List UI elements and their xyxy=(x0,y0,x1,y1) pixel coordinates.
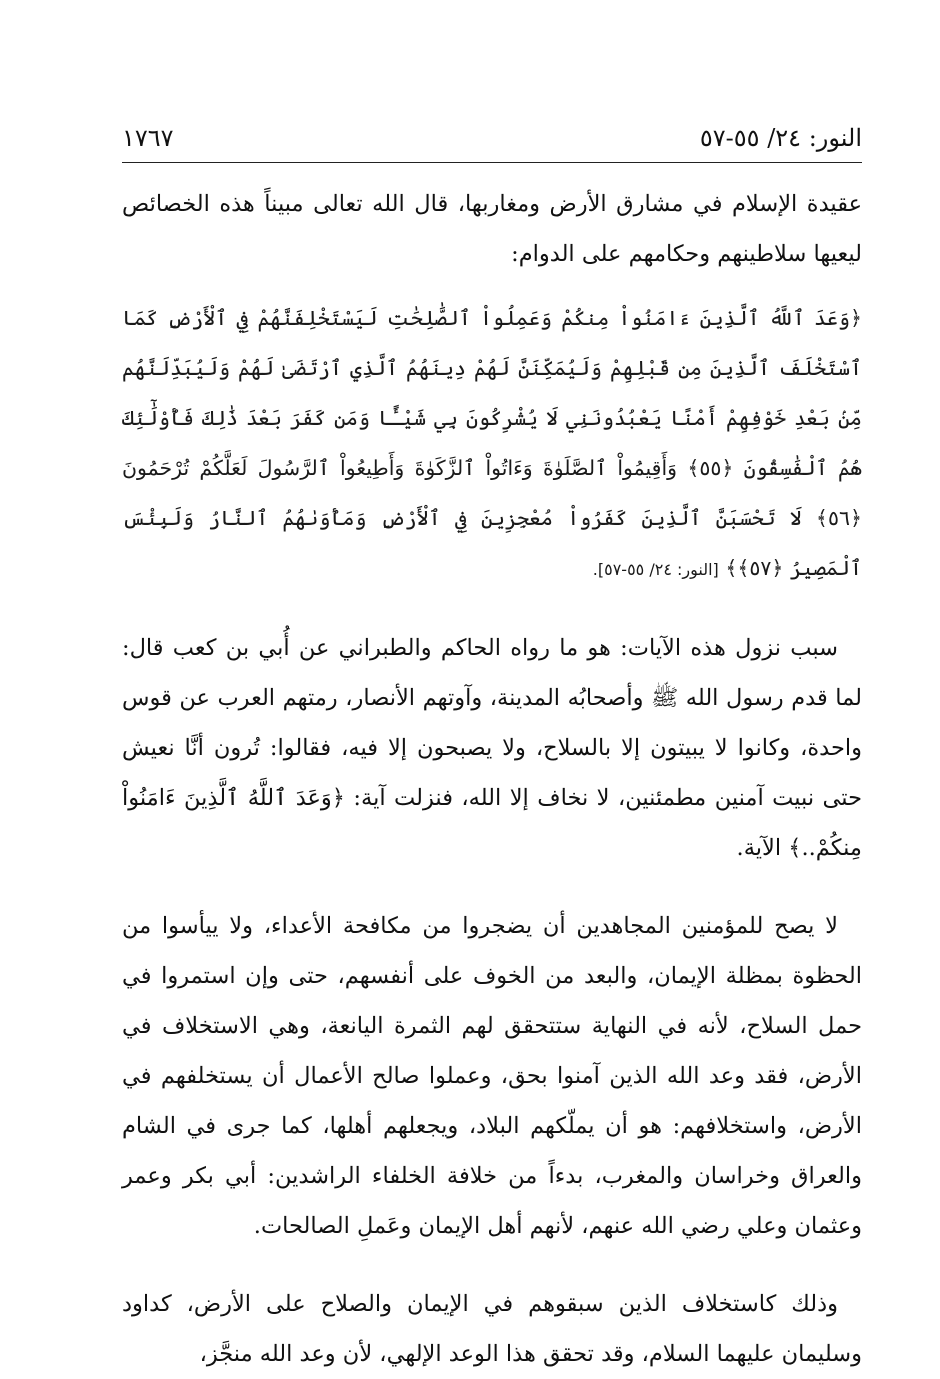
page-header xyxy=(122,118,862,163)
asbab-paragraph: سبب نزول هذه الآيات: هو ما رواه الحاكم والطبراني عن أُبي بن كعب قال: لما قدم رسول الله ﷺ وأصحابُه المدينة، وآوتهم الأنصار، رمتهم العرب عن قوس واحدة، وكانوا لا يبيتون إلا بالسلاح، ولا يصبحون إلا فيه، فقالوا: تُرون أنَّا نعيش حتى نبيت آمنين مطمئنين، لا نخاف إلا الله، فنزلت آية: ﴿وَعَدَ ٱللَّهُ ٱلَّذِينَ ءَامَنُواْ مِنكُمْ..﴾ الآية. xyxy=(122,635,862,861)
verses-text: ﴿وَعَدَ ٱللَّهُ ٱلَّذِينَ ءَامَنُواْ مِنكُمْ وَعَمِلُواْ ٱلصَّٰلِحَٰتِ لَيَسْتَخْلِفَنَّهُمْ فِي ٱلْأَرْضِ كَمَا ٱسْتَخْلَفَ ٱلَّذِينَ مِن قَبْلِهِمْ وَلَيُمَكِّنَنَّ لَهُمْ دِينَهُمُ ٱلَّذِي ٱرْتَضَىٰ لَهُمْ وَلَيُبَدِّلَنَّهُم مِّنۢ بَعْدِ خَوْفِهِمْ أَمْنًا يَعْبُدُونَنِي لَا يُشْرِكُونَ بِي شَيْـًٔا وَمَن كَفَرَ بَعْدَ ذَٰلِكَ فَأُوْلَٰٓئِكَ هُمُ ٱلْفَٰسِقُونَ ﴿٥٥﴾ وَأَقِيمُواْ ٱلصَّلَوٰةَ وَءَاتُواْ ٱلزَّكَوٰةَ وَأَطِيعُواْ ٱلرَّسُولَ لَعَلَّكُمْ تُرْحَمُونَ ﴿٥٦﴾ لَا تَحْسَبَنَّ ٱلَّذِينَ كَفَرُواْ مُعْجِزِينَ فِي ٱلْأَرْضِ وَمَأْوَىٰهُمُ ٱلنَّارُ وَلَبِئْسَ ٱلْمَصِيرُ ﴿٥٧﴾﴾ xyxy=(122,306,862,580)
tafsir-paragraph-2: وذلك كاستخلاف الذين سبقوهم في الإيمان والصلاح على الأرض، كداود وسليمان عليهما السلام، وقد تحقق هذا الوعد الإلهي، لأن وعد الله منجَّز، xyxy=(122,1291,862,1367)
intro-paragraph: عقيدة الإسلام في مشارق الأرض ومغاربها، قال الله تعالى مبيناً هذه الخصائص ليعيها سلاطينهم وحكامهم على الدوام: xyxy=(122,191,862,267)
surah-reference: النور: ٢٤/ ٥٥-٥٧ xyxy=(699,124,862,152)
page-number: ١٧٦٧ xyxy=(122,124,174,152)
quran-verses xyxy=(122,293,862,595)
verses-citation: [النور: ٢٤/ ٥٥-٥٧]. xyxy=(592,560,719,579)
tafsir-paragraph-1: لا يصح للمؤمنين المجاهدين أن يضجروا من مكافحة الأعداء، ولا ييأسوا من الحظوة بمظلة الإيمان، والبعد من الخوف على أنفسهم، حتى وإن استمروا في حمل السلاح، لأنه في النهاية ستتحقق لهم الثمرة اليانعة، وهي الاستخلاف في الأرض، فقد وعد الله الذين آمنوا بحق، وعملوا صالح الأعمال أن يستخلفهم في الأرض، واستخلافهم: هو أن يملّكهم البلاد، ويجعلهم أهلها، كما جرى في الشام والعراق وخراسان والمغرب، بدءاً من خلافة الخلفاء الراشدين: أبي بكر وعمر وعثمان وعلي رضي الله عنهم، لأنهم أهل الإيمان وعَملِ الصالحات. xyxy=(122,913,862,1239)
book-page xyxy=(122,118,862,1379)
